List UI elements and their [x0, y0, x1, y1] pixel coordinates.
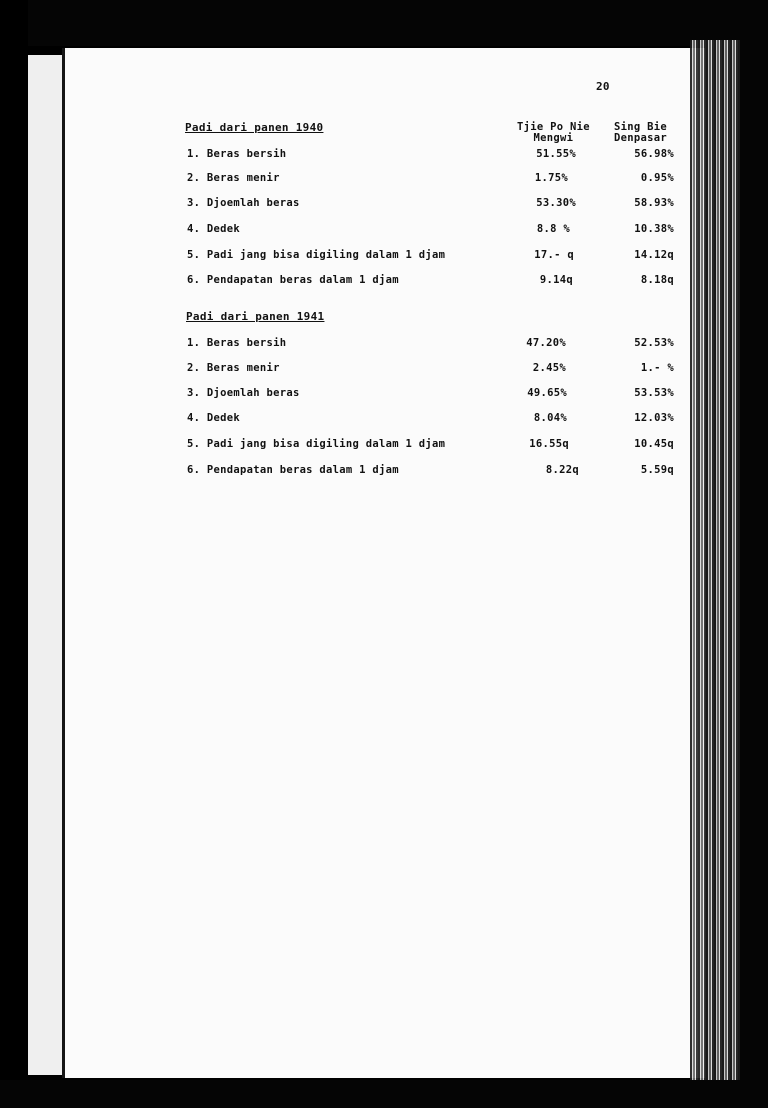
row-value-col2: 52.53% [634, 337, 674, 349]
row-value-col1: 51.55% [536, 148, 576, 160]
scan-left-border [0, 0, 28, 1108]
binding-strip [28, 55, 64, 1075]
row-value-col2: 5.59q [640, 464, 674, 476]
row-label: 5. Padi jang bisa digiling dalam 1 djam [187, 249, 446, 261]
row-value-col1: 49.65% [527, 387, 567, 399]
row-value-col1: 8.8 % [536, 223, 570, 235]
row-value-col1: 8.04% [533, 412, 567, 424]
scan-top-border [0, 0, 768, 46]
row-label: 6. Pendapatan beras dalam 1 djam [187, 274, 399, 286]
row-value-col2: 10.38% [634, 223, 674, 235]
section-heading-1940: Padi dari panen 1940 [185, 121, 324, 134]
section-heading-1941: Padi dari panen 1941 [186, 310, 325, 323]
row-value-col2: 1.- % [640, 362, 674, 374]
row-value-col2: 10.45q [634, 438, 674, 450]
row-value-col1: 2.45% [532, 362, 566, 374]
page-number: 20 [596, 80, 610, 93]
row-value-col2: 0.95% [640, 172, 674, 184]
row-value-col1: 53.30% [536, 197, 576, 209]
row-value-col1: 8.22q [545, 464, 579, 476]
row-label: 3. Djoemlah beras [187, 387, 300, 399]
scan-bottom-border [0, 1080, 768, 1108]
row-value-col1: 1.75% [534, 172, 568, 184]
row-value-col1: 16.55q [529, 438, 569, 450]
row-value-col2: 56.98% [634, 148, 674, 160]
row-label: 1. Beras bersih [187, 337, 287, 349]
row-value-col2: 8.18q [640, 274, 674, 286]
column-header-line: Sing Bie [614, 121, 667, 133]
row-value-col2: 12.03% [634, 412, 674, 424]
column-header-sing-bie [614, 122, 667, 144]
row-value-col2: 53.53% [634, 387, 674, 399]
row-value-col2: 14.12q [634, 249, 674, 261]
row-value-col1: 17.- q [534, 249, 574, 261]
row-label: 4. Dedek [187, 412, 240, 424]
column-header-line: Mengwi [533, 132, 574, 144]
row-label: 4. Dedek [187, 223, 240, 235]
row-label: 1. Beras bersih [187, 148, 287, 160]
scan-right-border [740, 40, 768, 1108]
column-header-line: Tjie Po Nie [517, 121, 590, 133]
row-label: 2. Beras menir [187, 172, 280, 184]
row-label: 5. Padi jang bisa digiling dalam 1 djam [187, 438, 446, 450]
row-value-col2: 58.93% [634, 197, 674, 209]
row-label: 3. Djoemlah beras [187, 197, 300, 209]
row-value-col1: 9.14q [539, 274, 573, 286]
column-header-line: Denpasar [614, 132, 667, 144]
row-value-col1: 47.20% [526, 337, 566, 349]
row-label: 2. Beras menir [187, 362, 280, 374]
row-label: 6. Pendapatan beras dalam 1 djam [187, 464, 399, 476]
column-header-tjie-po-nie [517, 122, 590, 144]
